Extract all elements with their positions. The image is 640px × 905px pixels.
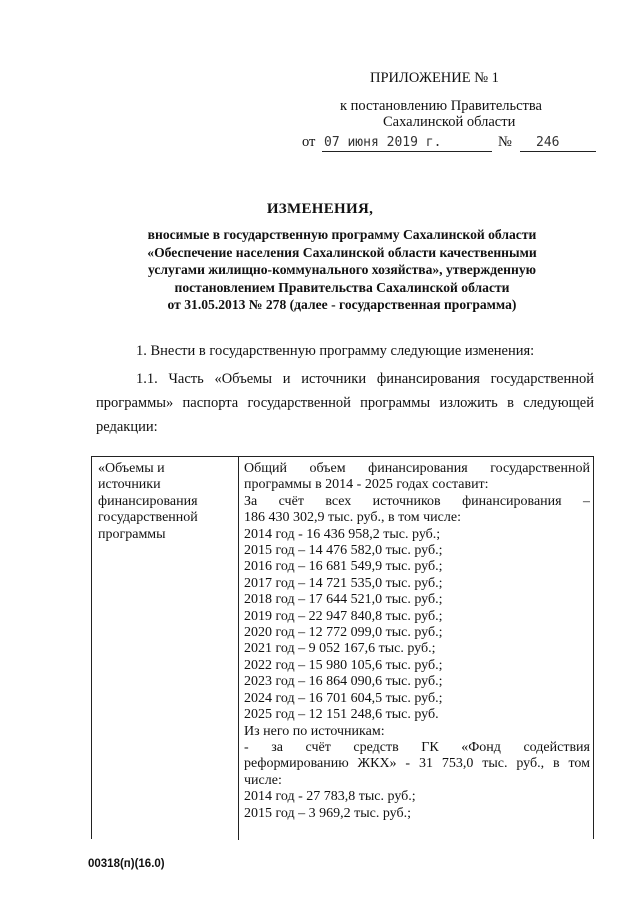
paragraph-1: 1. Внести в государственную программу следующие изменения: xyxy=(136,343,535,359)
intro-line: Общий объем финансирования государственной xyxy=(244,461,590,476)
left-cell-line: финансирования xyxy=(98,493,198,509)
year-line: 2025 год – 12 151 248,6 тыс. руб. xyxy=(244,707,439,723)
year-line: 2022 год – 15 980 105,6 тыс. руб.; xyxy=(244,657,443,673)
appendix-date: 07 июня 2019 г. xyxy=(322,134,492,152)
intro-line: 186 430 302,9 тыс. руб., в том числе: xyxy=(244,510,461,526)
paragraph-1-1-line: редакции: xyxy=(96,419,158,435)
year-line: 2024 год – 16 701 604,5 тыс. руб.; xyxy=(244,690,443,706)
sources-heading: Из него по источникам: xyxy=(244,723,385,739)
year-line: 2015 год – 14 476 582,0 тыс. руб.; xyxy=(244,543,443,559)
appendix-header xyxy=(0,70,640,180)
table-column-divider xyxy=(238,457,239,840)
fund-year-line: 2014 год - 27 783,8 тыс. руб.; xyxy=(244,789,416,805)
left-cell-line: программы xyxy=(98,526,166,542)
fund-year-line: 2015 год – 3 969,2 тыс. руб.; xyxy=(244,805,411,821)
year-line: 2018 год – 17 644 521,0 тыс. руб.; xyxy=(244,592,443,608)
year-line: 2021 год – 9 052 167,6 тыс. руб.; xyxy=(244,641,436,657)
financing-table xyxy=(91,456,594,839)
subtitle-line: вносимые в государственную программу Сахалинской области xyxy=(147,227,537,242)
appendix-number-sign: № xyxy=(498,134,512,150)
table-right-cell xyxy=(244,461,590,822)
document-subtitle xyxy=(90,226,594,314)
appendix-line-1: к постановлению Правительства xyxy=(340,98,542,114)
year-line: 2019 год – 22 947 840,8 тыс. руб.; xyxy=(244,608,443,624)
year-line: 2014 год - 16 436 958,2 тыс. руб.; xyxy=(244,526,441,542)
fund-line: - за счёт средств ГК «Фонд содействия xyxy=(244,739,590,755)
paragraph-1-1-line: 1.1. Часть «Объемы и источники финансирования государственной xyxy=(136,371,594,387)
left-cell-line: «Объемы и xyxy=(98,461,165,476)
fund-line: числе: xyxy=(244,772,282,788)
appendix-line-2: Сахалинской области xyxy=(383,114,516,130)
fund-line: реформированию ЖКХ» - 31 753,0 тыс. руб., в том xyxy=(244,756,590,772)
year-line: 2023 год – 16 864 090,6 тыс. руб.; xyxy=(244,674,443,690)
appendix-number: 246 xyxy=(520,134,596,152)
left-cell-line: источники xyxy=(98,477,161,493)
subtitle-line: постановлением Правительства Сахалинской области xyxy=(174,279,510,295)
subtitle-line: от 31.05.2013 № 278 (далее - государственная программа) xyxy=(167,297,517,312)
intro-line: программы в 2014 - 2025 годах составит: xyxy=(244,477,489,493)
appendix-date-prefix: от xyxy=(302,134,316,150)
subtitle-line: «Обеспечение населения Сахалинской области качественными xyxy=(147,244,537,260)
intro-line: За счёт всех источников финансирования – xyxy=(244,493,590,509)
appendix-title: ПРИЛОЖЕНИЕ № 1 xyxy=(370,70,499,86)
table-left-cell xyxy=(98,461,234,543)
year-line: 2017 год – 14 721 535,0 тыс. руб.; xyxy=(244,575,443,591)
left-cell-line: государственной xyxy=(98,510,198,526)
year-line: 2016 год – 16 681 549,9 тыс. руб.; xyxy=(244,559,443,575)
year-line: 2020 год – 12 772 099,0 тыс. руб.; xyxy=(244,625,443,641)
footer-code: 00318(п)(16.0) xyxy=(88,858,165,870)
document-title: ИЗМЕНЕНИЯ, xyxy=(266,201,374,217)
paragraph-1-1-line: программы» паспорта государственной программы изложить в следующей xyxy=(96,395,594,411)
subtitle-line: услугами жилищно-коммунального хозяйства», утвержденную xyxy=(148,262,536,277)
